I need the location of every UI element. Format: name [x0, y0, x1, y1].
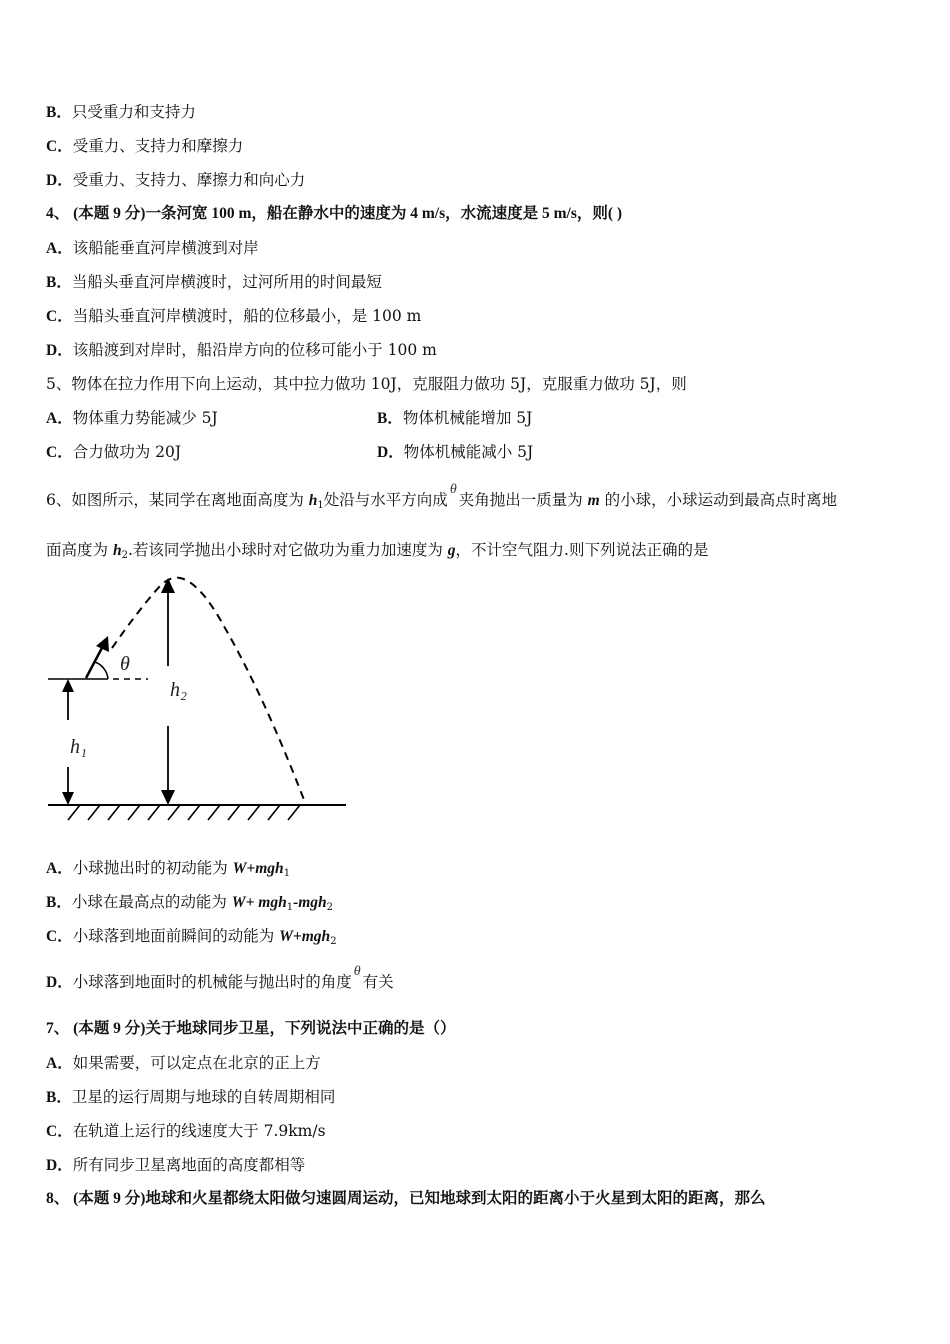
q5-option-c: C．合力做功为 20J [46, 443, 182, 461]
q7-option-d: D．所有同步卫星离地面的高度都相等 [46, 1156, 306, 1174]
theta-label: θ [120, 653, 130, 675]
q5-options-row1 [46, 408, 906, 429]
h1-arrow-down-icon [62, 792, 74, 805]
q3-option-b: B．只受重力和支持力 [46, 103, 196, 121]
q5-stem: 5、物体在拉力作用下向上运动，其中拉力做功 10J，克服阻力做功 5J，克服重力做功 5J，则 [46, 375, 687, 393]
q4-option-d: D．该船渡到对岸时，船沿岸方向的位移可能小于 100 m [46, 341, 437, 359]
h2-label: h₂ [170, 679, 187, 701]
q5-option-b: B．物体机械能增加 5J [377, 409, 533, 427]
trajectory-path [112, 578, 306, 805]
q6-stem-line1: 6、如图所示，某同学在离地面高度为 $h_1$处沿与水平方向成θ夹角抛出一质量为 m 的小球，小球运动到最高点时离地 [46, 482, 838, 511]
q6-option-d: D．小球落到地面时的机械能与抛出时的角度θ有关 [46, 964, 394, 991]
h1-label: h₁ [70, 736, 87, 758]
h1-arrow-up-icon [62, 679, 74, 692]
ground-hatching [68, 805, 300, 820]
q3-option-d: D．受重力、支持力、摩擦力和向心力 [46, 171, 306, 189]
q6-option-b: B．小球在最高点的动能为 W+ mgh$_1$-mgh$_2$ [46, 893, 334, 913]
h2-arrow-down-icon [161, 790, 175, 805]
projectile-figure [40, 568, 360, 828]
q7-option-b: B．卫星的运行周期与地球的自转周期相同 [46, 1088, 336, 1106]
q6-stem-line2: 面高度为 $h_2$.若该同学抛出小球时对它做功为重力加速度为 g，不计空气阻力.则下列说法正确的是 [46, 541, 709, 561]
theta-symbol: θ [449, 482, 457, 497]
q6-option-a: A．小球抛出时的初动能为 W+mgh$_1$ [46, 859, 291, 879]
q8-stem: 8、 (本题 9 分)地球和火星都绕太阳做匀速圆周运动，已知地球到太阳的距离小于火星到太阳的距离，那么 [46, 1190, 766, 1207]
q4-option-c: C．当船头垂直河岸横渡时，船的位移最小，是 100 m [46, 307, 422, 325]
q6-option-c: C．小球落到地面前瞬间的动能为 W+mgh$_2$ [46, 927, 337, 947]
q5-options-row2 [46, 442, 906, 463]
q7-stem: 7、 (本题 9 分)关于地球同步卫星，下列说法中正确的是（） [46, 1020, 456, 1037]
q5-option-d: D．物体机械能减小 5J [377, 443, 534, 461]
angle-arc [95, 662, 108, 679]
q4-option-b: B．当船头垂直河岸横渡时，过河所用的时间最短 [46, 273, 382, 291]
q3-option-c: C．受重力、支持力和摩擦力 [46, 137, 244, 155]
velocity-arrow-line [86, 646, 103, 678]
q7-option-a: A．如果需要，可以定点在北京的正上方 [46, 1054, 321, 1072]
theta-symbol: θ [353, 964, 361, 979]
q5-option-a: A．物体重力势能减少 5J [46, 409, 218, 427]
q4-option-a: A．该船能垂直河岸横渡到对岸 [46, 239, 259, 257]
q7-option-c: C．在轨道上运行的线速度大于 7.9km/s [46, 1122, 326, 1140]
q4-stem: 4、 (本题 9 分)一条河宽 100 m，船在静水中的速度为 4 m/s，水流速度是 5 m/s，则( ) [46, 205, 623, 222]
